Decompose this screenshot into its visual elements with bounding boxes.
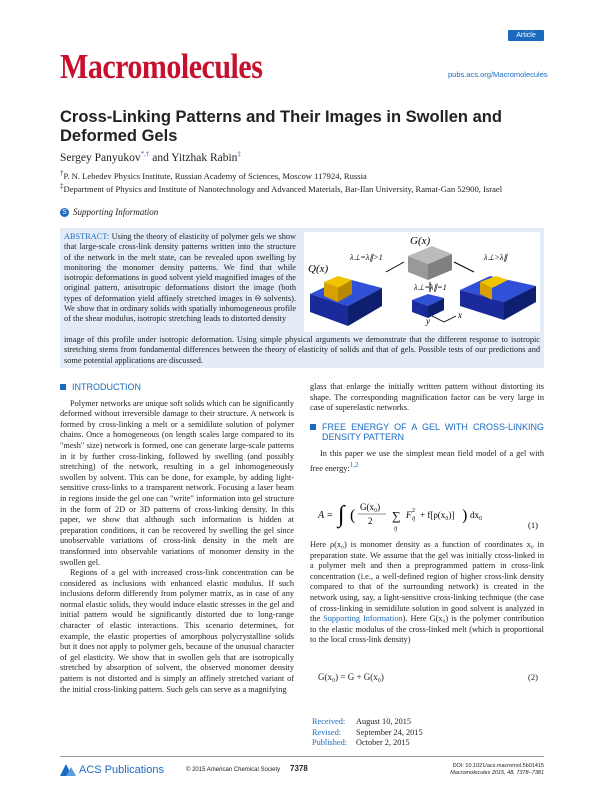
supporting-information-link[interactable] [60,207,158,217]
abstract-body-1: Using the theory of elasticity of polymer gels we show that large-scale cross-link density patterns written into the structure of the network in the melt state, can be revealed upon swelling by monitoring the monomer density patterns. We find that while isotropic deformations in good solvent yield magnified images of the original pattern, anisotropic deformations distort the image (both types of deformation yield affinely stretched images in Θ solvents). We show that in ordinary solids with spatially inhomogeneous profile of the shear modulus, isotropic stretching leads to distorted density [64,232,296,324]
free-energy-heading [310,422,544,443]
abstract-part-1 [64,232,296,325]
right-continuation: glass that enlarge the initially written pattern without distorting its shape. The corresponding magnification factor can be very large in case of superelastic networks. [310,382,544,413]
free-energy-paragraph-1 [310,449,544,474]
revised-row [312,728,423,739]
published-label: Published: [312,738,348,748]
acs-publications-label: ACS Publications [79,764,164,776]
free-energy-heading-text: FREE ENERGY OF A GEL WITH CROSS-LINKING DENSITY PATTERN [322,421,544,443]
abstract-part-2: image of this profile under isotropic deformation. Using simple physical arguments we demonstrate that the different response to isotropic stretching stems from fundamental differences between the theory of elasticity of solids and that of gels. Possible tests of our predictions and some potential applications are discussed. [64,335,540,365]
free-energy-paragraph-2 [310,540,544,646]
footer-divider [60,756,544,757]
received-label: Received: [312,717,346,726]
published-row [312,738,423,749]
intro-heading-text: INTRODUCTION [72,382,141,392]
copyright-notice: © 2015 American Chemical Society [186,767,281,773]
intro-heading [60,382,294,393]
right-column-2 [310,540,544,646]
svg-text:A =: A = [318,510,334,521]
left-column [60,382,294,695]
svg-text:ij: ij [394,526,398,532]
toc-q-label: Q(x) [308,263,329,275]
svg-text:∑: ∑ [392,509,401,523]
free-energy-p1-text: In this paper we use the simplest mean field model of a gel with free energy: [310,448,544,473]
svg-text:ij: ij [412,516,416,522]
paper-title: Cross-Linking Patterns and Their Images in Swollen and Deformed Gels [60,108,502,145]
toc-lam1: λ⊥=λ∥>1 [350,253,383,262]
published-date: October 2, 2015 [356,738,410,748]
svg-text:F: F [406,510,412,520]
abstract-head: ABSTRACT: [64,232,110,241]
svg-text:(: ( [350,507,356,524]
equation-2-number: (2) [528,672,538,682]
author-2-marks: ‡ [237,150,241,158]
publication-dates [312,717,423,749]
author-1-marks: *,† [140,150,150,158]
svg-text:+ f[ρ(x₀)]: + f[ρ(x₀)] [420,510,455,520]
right-column [310,382,544,474]
received-row [312,717,423,728]
author-and: and [152,151,169,164]
received-date: August 10, 2015 [356,717,412,726]
acs-logo-icon [60,764,76,776]
svg-text:∫: ∫ [338,502,345,528]
author-2[interactable]: Yitzhak Rabin [171,151,238,164]
svg-text:dx₀: dx₀ [470,510,483,520]
supporting-info-icon: S [60,208,69,217]
svg-text:2: 2 [368,516,373,526]
supporting-info-label: Supporting Information [73,207,159,217]
toc-lam3: λ⊥>λ∥ [484,253,508,262]
intro-paragraph-1: Polymer networks are unique soft solids which can be significantly deformed without irreversible damage to their structure. A network is formed by cross-linking a melt or a semidilute solution of polymer chains. Once a homogeneous (on length scales large compared to its "mesh" size) network is formed, one can generate large-scale patterns in it by further cross-linking, followed by swelling (and possibly stretching) of the network, resulting in a gel inhomogeneously swollen by solvent. This can be done, for example, by adding light-sensitive cross-links to a transparent network. Focusing a laser beam in regions inside the gel one can "write" information into gel structure in the form of 2D or 3D patterns of cross-linking density. In this paper, we show that although such information is hidden at preparation conditions, it can be recovered by swelling the gel since unobservable variations of cross-link density in the melt are transformed into observable variations of monomer density in the swollen gel. [60,398,294,567]
svg-text:2: 2 [412,508,415,514]
free-energy-p2-end: ). Here G(x₀) is the polymer contribution to the elastic modulus of the cross-linked melt (which is proportional to the local cross-link density) [310,614,544,645]
equation-2: G(x₀) = G + G(x₀) [318,672,384,682]
revised-label: Revised: [312,727,342,737]
doi-citation [430,763,544,777]
page-number: 7378 [290,764,308,773]
author-list [60,150,241,164]
supporting-info-inline-link[interactable]: Supporting Information [323,614,403,624]
toc-g-label: G(x) [410,235,431,247]
toc-y-label: y [426,316,430,326]
journal-url-link[interactable]: pubs.acs.org/Macromolecules [448,70,548,79]
free-energy-p2-text: Here ρ(x₀) is monomer density as a function of coordinates x₀ in preparation state. We assume that the gel was initially cross-linked in a polymer melt and then a preprogrammed pattern in cross-link concentration (i.e., a well-defined region of higher cross-link density compared to that of the surrounding network) is created in the network using, say, a light-sensitive cross-linking technique (the case of cross-linking in semidilute solution in good solvent is analyzed in the [310,540,544,624]
affiliation-1-text: P. N. Lebedev Physics Institute, Russian Academy of Sciences, Moscow 117924, Russia [63,170,367,181]
ref-link-1-2[interactable]: 1,2 [349,460,359,469]
affiliation-1 [60,168,540,182]
affiliation-2 [60,181,540,195]
intro-paragraph-2: Regions of a gel with increased cross-link concentration can be considered as inclusions with enhanced elastic modulus. If such inclusions deform differently from polymer matrix, as in case of any normal elastic solids, they would induce elastic stresses in the gel and initial pattern would be significantly distorted due to long-range character of elastic interactions. This scenario determines, for example, the elastic properties of amorphous polycrystalline solids but it does not apply to polymer gels, because of the unusual character of gel elasticity. We show that in swollen gels that are isotropically stretched by absorption of solvent, the observed monomer density pattern is not distorted and is simply an affinely stretched variant of the initial cross-linking pattern. Such gels can serve as a magnifying [60,568,294,694]
doi-text[interactable]: DOI: 10.1021/acs.macromol.5b01415 [452,763,544,769]
toc-x-label: x [458,310,462,320]
svg-text:): ) [462,507,468,524]
acs-publications-logo[interactable] [60,764,164,776]
affiliation-1-mark: † [60,169,64,177]
equation-1 [310,496,544,536]
section-marker-icon [310,424,316,430]
author-1[interactable]: Sergey Panyukov [60,151,141,164]
revised-date: September 24, 2015 [356,727,423,737]
equation-1-number: (1) [528,520,538,530]
section-marker-icon [60,384,66,390]
affiliation-2-text: Department of Physics and Institute of Nanotechnology and Advanced Materials, Bar-Ilan University, Ramat-Gan 52900, Israel [63,183,503,194]
affiliation-2-mark: ‡ [60,182,64,190]
toc-lam2: λ⊥=λ∥=1 [414,283,447,292]
article-badge: Article [508,30,544,41]
toc-graphic [304,232,540,332]
journal-logo: Macromolecules [60,48,263,86]
svg-text:G(x₀): G(x₀) [360,502,381,512]
citation-text: Macromolecules 2015, 48, 7378−7381 [450,770,544,776]
